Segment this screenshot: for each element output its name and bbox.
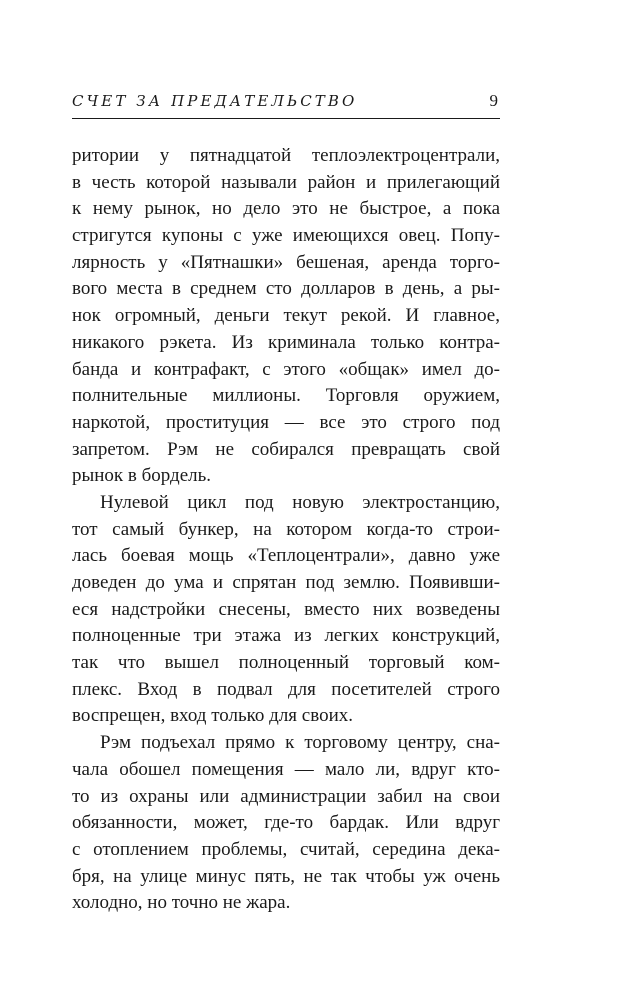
text-line: воспрещен, вход только для своих. [72, 705, 353, 727]
text-line: Рэм подъехал прямо к торговому центру, сна- [100, 732, 500, 754]
text-line: к нему рынок, но дело это не быстрое, а пока [72, 198, 500, 220]
text-line: холодно, но точно не жара. [72, 892, 291, 914]
text-line: еся надстройки снесены, вместо них возведены [72, 598, 500, 620]
text-line: обязанности, может, где-то бардак. Или вдруг [72, 812, 500, 834]
text-line: ритории у пятнадцатой теплоэлектроцентрали, [72, 145, 500, 166]
text-line: рынок в бордель. [72, 465, 212, 487]
text-line: Нулевой цикл под новую электростанцию, [100, 491, 500, 513]
paragraph-2 [72, 490, 500, 730]
body-text [72, 143, 500, 917]
text-line: запретом. Рэм не собирался превращать свой [72, 438, 500, 460]
text-line: в честь которой называли район и прилегающий [72, 171, 500, 193]
text-line: тот самый бункер, на котором когда-то строи- [72, 518, 500, 540]
text-line: полнительные миллионы. Торговля оружием, [72, 385, 500, 407]
paragraph-3 [72, 730, 500, 917]
text-line: никакого рэкета. Из криминала только контра- [72, 331, 500, 353]
text-line: бря, на улице минус пять, не так чтобы уж очень [72, 865, 500, 887]
text-line: полноценные три этажа из легких конструкций, [72, 625, 500, 647]
running-head [72, 92, 500, 119]
text-line: нок огромный, деньги текут рекой. И главное, [72, 305, 500, 327]
text-line: так что вышел полноценный торговый ком- [72, 652, 500, 674]
text-line: лась боевая мощь «Теплоцентрали», давно уже [72, 545, 500, 567]
text-line: то из охраны или администрации забил на свои [72, 785, 500, 807]
text-line: стригутся купоны с уже имеющихся овец. Попу- [72, 225, 500, 247]
text-line: чала обошел помещения — мало ли, вдруг кто- [72, 758, 500, 780]
text-line: доведен до ума и спрятан под землю. Появивши- [72, 572, 500, 593]
running-title: СЧЕТ ЗА ПРЕДАТЕЛЬСТВО [72, 92, 358, 110]
text-line: вого места в среднем сто долларов в день, а ры- [72, 278, 500, 300]
text-line: лярность у «Пятнашки» бешеная, аренда торго- [72, 251, 500, 273]
text-line: с отоплением проблемы, считай, середина дека- [72, 838, 500, 860]
text-line: наркотой, проституция — все это строго под [72, 411, 500, 433]
text-line: банда и контрафакт, с этого «общак» имел до- [72, 358, 500, 380]
text-line: плекс. Вход в подвал для посетителей строго [72, 678, 500, 700]
paragraph-1 [72, 143, 500, 490]
page-number: 9 [489, 91, 498, 110]
